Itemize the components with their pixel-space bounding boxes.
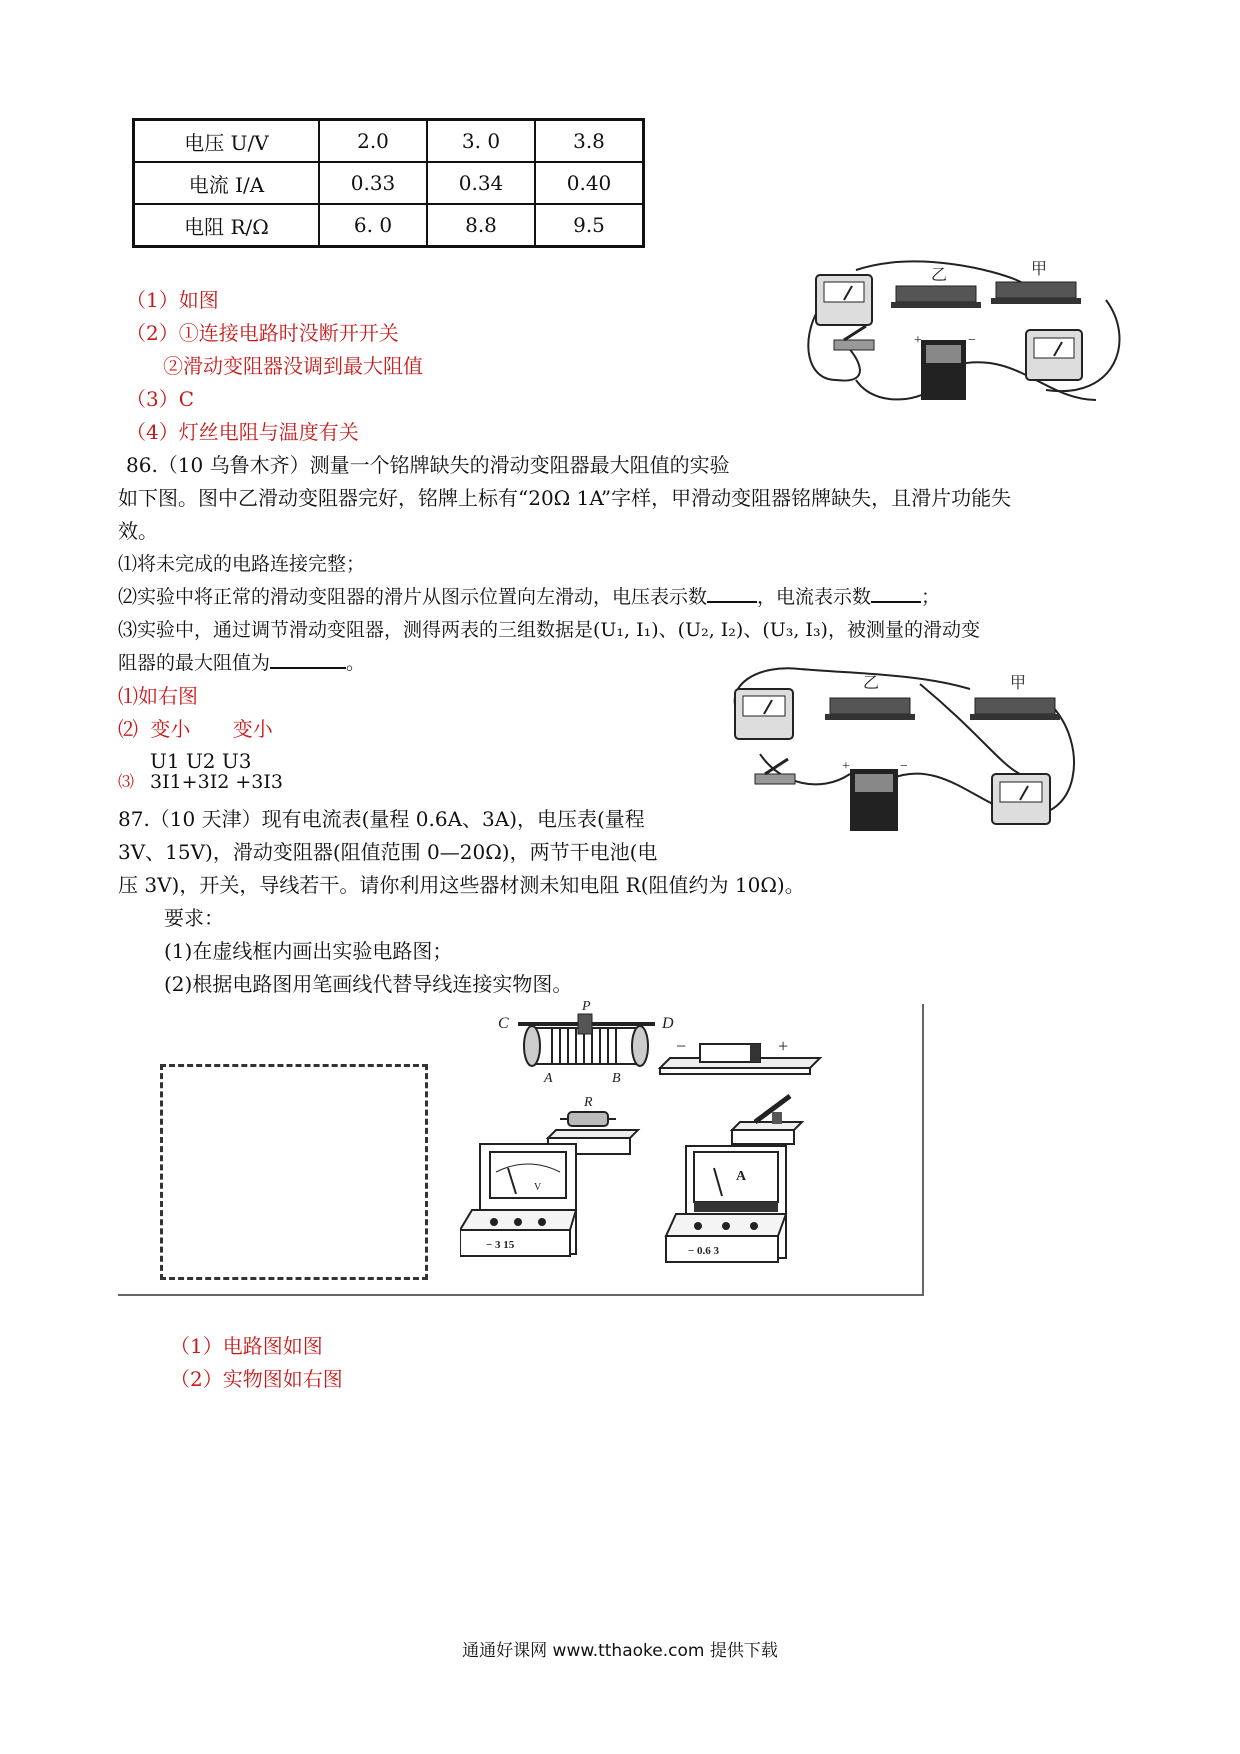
answer-86-3-bottom: 3I1+3I2 +3I3	[150, 771, 283, 793]
answer-86-2	[118, 715, 273, 743]
answer-86-3-top: U1 U2 U3	[150, 749, 252, 773]
data-table	[132, 118, 645, 248]
battery-minus: −	[676, 1036, 687, 1056]
answer-86-2-label: ⑵	[118, 717, 138, 741]
label-p: P	[582, 1000, 591, 1014]
answer-87-1: （1）电路图如图	[170, 1334, 323, 1358]
rheostat-yi-2	[825, 675, 915, 720]
rheostat-jia-2	[970, 674, 1060, 720]
ammeter-1	[1026, 330, 1082, 380]
table-cell: 0.40	[535, 162, 644, 204]
rheostat	[498, 1000, 674, 1086]
battery-2	[842, 759, 908, 831]
label-jia-2: 甲	[1010, 675, 1027, 692]
rheostat-jia	[991, 260, 1081, 304]
circuit-figure-2	[720, 664, 1100, 864]
answer-blank[interactable]	[871, 583, 921, 603]
label-c: C	[498, 1015, 509, 1032]
table-cell: 0.34	[427, 162, 535, 204]
q87-req2: (2)根据电路图用笔画线代替导线连接实物图。	[164, 972, 573, 996]
q86-part3b-text: 阻器的最大阻值为	[118, 652, 271, 674]
q86-part2-end: ；	[921, 586, 941, 608]
label-a: A	[544, 1071, 553, 1086]
row-label: 电阻 R/Ω	[134, 204, 320, 247]
label-jia: 甲	[1031, 261, 1048, 278]
q86-part3: ⑶实验中，通过调节滑动变阻器，测得两表的三组数据是(U₁, I₁)、(U₂, I₂)、(U₃, I₃)，被测量的滑动变	[118, 619, 980, 641]
switch	[732, 1096, 802, 1144]
rheostat-yi	[891, 267, 981, 308]
q86-line3: 效。	[118, 519, 158, 543]
switch-1	[834, 326, 874, 350]
ammeter	[666, 1146, 786, 1262]
footer: 通通好课网 www.tthaoke.com 提供下载	[462, 1641, 778, 1661]
battery-minus: −	[968, 333, 976, 348]
q86-part1: ⑴将未完成的电路连接完整；	[118, 553, 366, 575]
answer-blank[interactable]	[270, 649, 346, 669]
answer-85-2b: ②滑动变阻器没调到最大阻值	[163, 354, 423, 378]
battery-minus: −	[900, 759, 908, 774]
q87-line2: 3V、15V)，滑动变阻器(阻值范围 0—20Ω)，两节干电池(电	[118, 840, 658, 864]
voltmeter-terminals: − 3 15	[486, 1239, 515, 1251]
voltmeter	[460, 1144, 576, 1256]
answer-87-2: （2）实物图如右图	[170, 1367, 343, 1391]
answer-85-4: （4）灯丝电阻与温度有关	[126, 420, 359, 444]
battery-plus: +	[778, 1036, 789, 1056]
answer-85-3: （3）C	[126, 387, 195, 411]
label-d: D	[662, 1015, 674, 1032]
q86-line2: 如下图。图中乙滑动变阻器完好，铭牌上标有“20Ω 1A”字样，甲滑动变阻器铭牌缺失，且滑片功能失	[118, 486, 1012, 510]
table-row	[134, 120, 644, 163]
q87-requirements: 要求：	[164, 906, 224, 930]
answer-blank[interactable]	[707, 583, 757, 603]
row-label: 电流 I/A	[134, 162, 320, 204]
table-cell: 2.0	[319, 120, 427, 163]
ammeter-2	[992, 774, 1050, 824]
table-cell: 8.8	[427, 204, 535, 247]
table-cell: 0.33	[319, 162, 427, 204]
table-cell: 3. 0	[427, 120, 535, 163]
table-cell: 3.8	[535, 120, 644, 163]
battery-plus: +	[842, 759, 850, 774]
circuit-drawing-box[interactable]	[160, 1064, 428, 1280]
table-cell: 9.5	[535, 204, 644, 247]
q86-line1: 86.（10 乌鲁木齐）测量一个铭牌缺失的滑动变阻器最大阻值的实验	[126, 453, 730, 477]
answer-85-1: （1）如图	[126, 288, 219, 312]
ammeter-terminals: − 0.6 3	[688, 1245, 720, 1257]
answer-86-2-v2: 变小	[232, 717, 273, 741]
apparatus-figure	[460, 1000, 900, 1290]
q87-line3: 压 3V)，开关，导线若干。请你利用这些器材测未知电阻 R(阻值约为 10Ω)。	[118, 873, 805, 897]
table-row	[134, 162, 644, 204]
battery-plus: +	[914, 333, 922, 348]
q86-part3b	[118, 649, 365, 677]
answer-86-1: ⑴如右图	[118, 684, 198, 708]
voltmeter-1	[816, 275, 872, 325]
q86-part2-text: ⑵实验中将正常的滑动变阻器的滑片从图示位置向左滑动，电压表示数	[118, 586, 708, 608]
answer-86-3-label: ⑶	[118, 772, 135, 791]
q87-line1: 87.（10 天津）现有电流表(量程 0.6A、3A)，电压表(量程	[118, 807, 645, 831]
voltmeter-symbol: V	[534, 1182, 542, 1193]
voltmeter-2	[735, 689, 793, 739]
table-cell: 6. 0	[319, 204, 427, 247]
battery	[660, 1036, 820, 1074]
label-r: R	[584, 1095, 593, 1110]
label-yi-2: 乙	[863, 675, 880, 692]
ammeter-symbol: A	[736, 1169, 747, 1184]
answer-86-2-v1: 变小	[150, 717, 191, 741]
label-yi: 乙	[931, 267, 948, 284]
circuit-figure-1	[796, 260, 1126, 450]
q86-part2-text2: ，电流表示数	[757, 586, 872, 608]
q87-req1: (1)在虚线框内画出实验电路图；	[164, 939, 453, 963]
table-row	[134, 204, 644, 247]
q86-part3b-end: 。	[346, 652, 366, 674]
label-b: B	[612, 1071, 621, 1086]
answer-85-2: （2）①连接电路时没断开开关	[126, 321, 399, 345]
q86-part2	[118, 583, 940, 611]
row-label: 电压 U/V	[134, 120, 320, 163]
battery-1	[914, 333, 976, 400]
